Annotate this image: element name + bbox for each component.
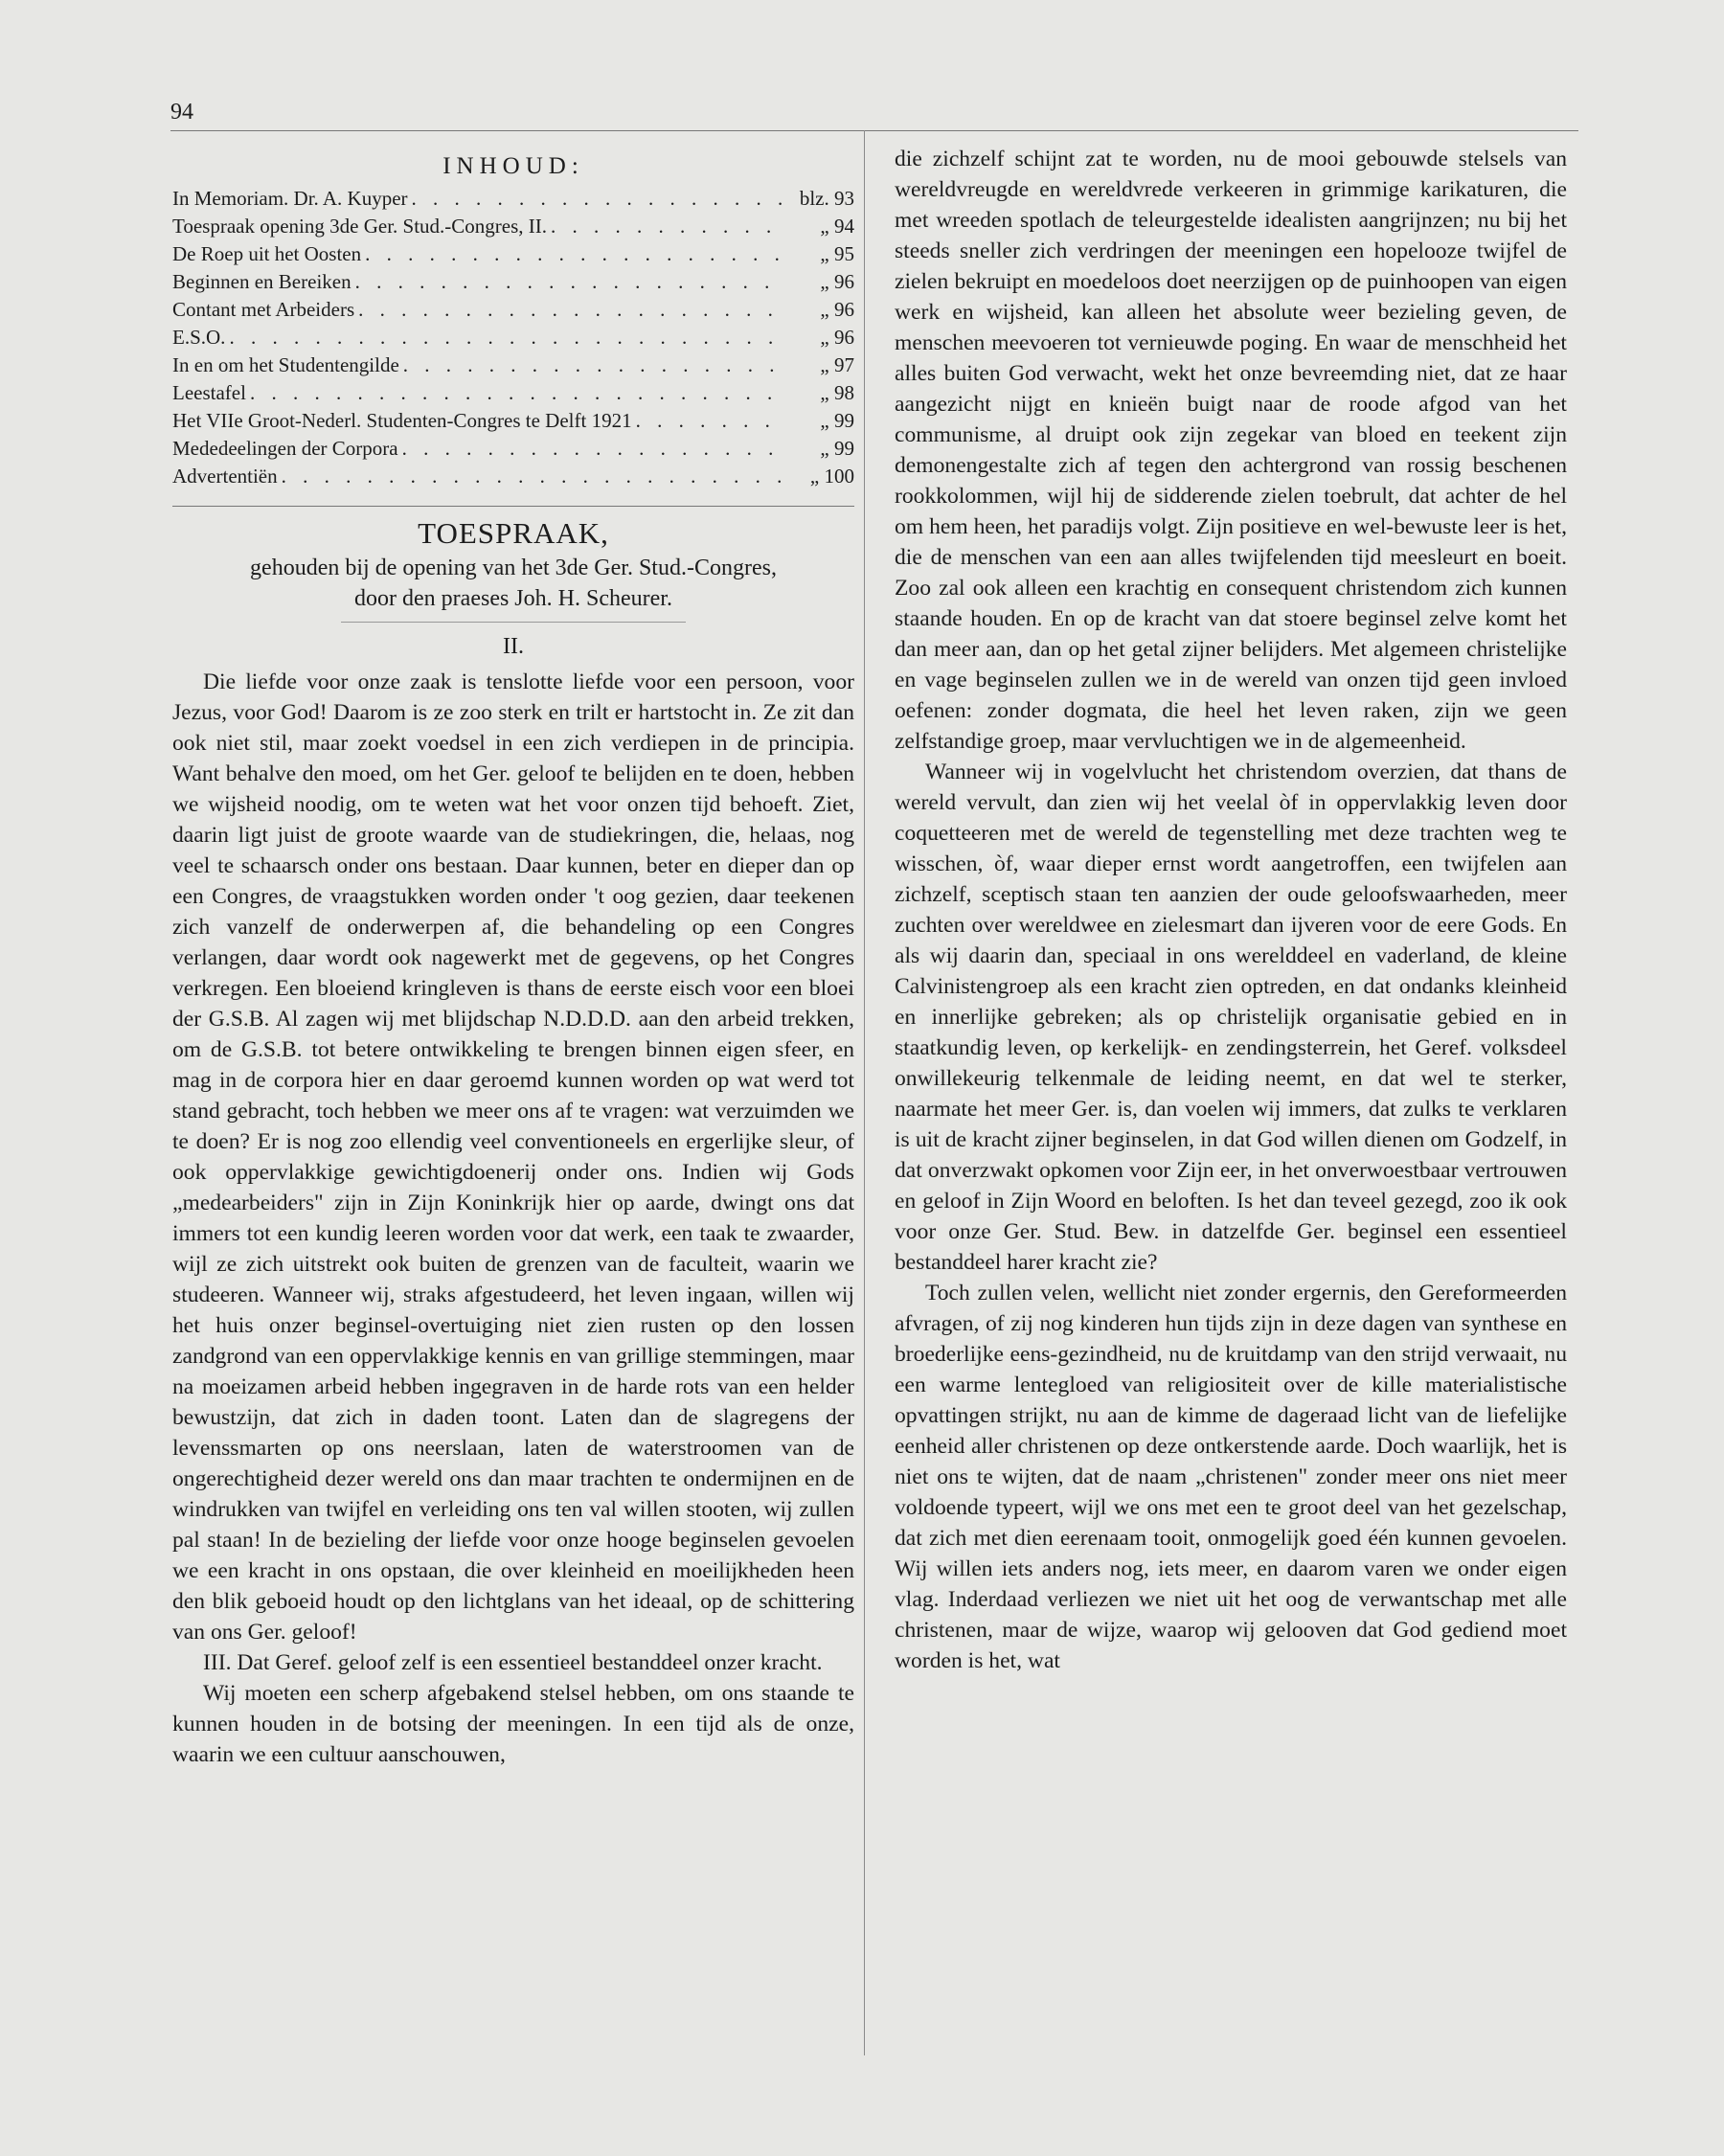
toc-entry-page: „ 95: [820, 242, 854, 265]
toc-entry-page: „ 99: [820, 409, 854, 432]
right-column: [895, 144, 1567, 1676]
table-of-contents: [172, 151, 854, 490]
toc-entry-title: In en om het Studentengilde: [172, 353, 399, 376]
toc-entry-title: Toespraak opening 3de Ger. Stud.-Congres, II.: [172, 215, 548, 238]
paragraph: Toch zullen velen, wellicht niet zonder ergernis, den Gereformeerden afvragen, of zij nog kinderen hun tijds zijn in deze dagen van synthese en broederlijke eens-gezindheid, nu de kruitdamp van den strijd verwaait, nu een warme lentegloed van religiositeit over de kille materialistische opvattingen strijkt, nu aan de kimme de dageraad licht van de liefelijke eenheid aller christenen op deze ontkerstende aarde. Doch waarlijk, het is niet ons te wijten, dat de naam „christenen" zonder meer ons niet meer voldoende typeert, wijl we ons met een te groot deel van het gezelschap, dat zich met dien eerenaam tooit, onmogelijk goed één kunnen gevoelen. Wij willen iets anders nog, iets meer, en daarom varen we onder eigen vlag. Inderdaad verliezen we niet uit het oog de verwantschap met alle christenen, maar de wijze, waarop wij gelooven dat God gediend moet worden is het, wat: [895, 1281, 1567, 1673]
toc-leader-dots: [355, 268, 785, 296]
toc-leader-dots: [551, 213, 785, 240]
toc-entry: [172, 379, 854, 407]
article-subtitle-1: gehouden bij de opening van het 3de Ger. Stud.-Congres,: [250, 556, 777, 580]
toc-leader-dots: [403, 352, 785, 379]
toc-entry-title: Mededeelingen der Corpora: [172, 437, 398, 460]
toc-leader-dots: [229, 324, 785, 352]
toc-leader-dots: [365, 240, 785, 268]
toc-entry: [172, 407, 854, 435]
paragraph: die zichzelf schijnt zat te worden, nu de mooi gebouwde stelsels van wereldvreugde en wereldvrede verkeeren in grimmige karikaturen, die met wreeden spotlach de teleurgestelde idealisten aangrijnzen; nu bij het steeds sneller zich verdringen der meeningen een hopelooze twijfel de zielen bekruipt en moedeloos doet neerzijgen op de puinhoopen van eigen werk en wijsheid, kan alleen het absolute weer bezieling geven, de menschen meevoeren tot vernieuwde poging. En waar de menschheid het alles buiten God verwacht, wekt het onze bevreemding niet, dat ze haar aangezicht nijgt en knieën buigt naar de roode afgod van het communisme, al druipt ook zijn zegekar van bloed en teekent zijn demonengestalte zich af tegen den achtergrond van rossig beschenen rookkolommen, wijl hij de sidderende zielen toebrult, dat achter de hel om hem heen, het paradijs volgt. Zijn positieve en wel-bewuste leer is het, die de menschen van een aan alles twijfelenden tijd meesleurt en boeit. Zoo zal ook alleen een krachtig en consequent christendom zich kunnen staande houden. En op de kracht van dat stoere beginsel zelve komt het dan meer aan, dan op het getal zijner belijders. Met algemeen christelijke en vage beginselen zullen we in de wereld van onzen tijd geen invloed oefenen: zonder dogmata, die heel het leven raken, zijn we geen zelfstandige groep, maar vervluchtigen we in de algemeenheid.: [895, 147, 1567, 754]
toc-entry-title: Het VIIe Groot-Nederl. Studenten-Congres te Delft 1921: [172, 409, 632, 432]
toc-entry-title: Contant met Arbeiders: [172, 298, 355, 321]
toc-entry-page: „ 94: [820, 215, 854, 238]
toc-entry: [172, 352, 854, 379]
toc-leader-dots: [282, 463, 785, 490]
title-divider: [341, 622, 686, 623]
toc-entry-title: In Memoriam. Dr. A. Kuyper: [172, 187, 408, 210]
toc-entry-page: „ 96: [820, 326, 854, 349]
toc-entry: [172, 435, 854, 463]
article-subtitle-2: door den praeses Joh. H. Scheurer.: [354, 586, 672, 611]
top-rule: [170, 130, 1578, 131]
toc-entry-page: „ 96: [820, 270, 854, 293]
toc-entry-title: Leestafel: [172, 381, 246, 404]
toc-leader-dots: [636, 407, 785, 435]
left-column: [172, 151, 854, 1770]
toc-list: [172, 185, 854, 490]
page-number: 94: [170, 100, 193, 125]
toc-entry: [172, 268, 854, 296]
toc-entry: [172, 185, 854, 213]
toc-entry-page: „ 100: [809, 465, 854, 488]
paragraph: Wij moeten een scherp afgebakend stelsel hebben, om ons staande te kunnen houden in de botsing der meeningen. In een tijd als de onze, waarin we een cultuur aanschouwen,: [172, 1681, 854, 1767]
toc-heading: INHOUD:: [442, 153, 584, 179]
paragraph: III. Dat Geref. geloof zelf is een essentieel bestanddeel onzer kracht.: [203, 1650, 823, 1675]
toc-entry-page: „ 99: [820, 437, 854, 460]
toc-leader-dots: [402, 435, 785, 463]
toc-entry: [172, 213, 854, 240]
section-number: II.: [503, 634, 524, 659]
toc-entry-page: „ 96: [820, 298, 854, 321]
toc-leader-dots: [412, 185, 785, 213]
paragraph: Die liefde voor onze zaak is tenslotte liefde voor een persoon, voor Jezus, voor God! Daarom is ze zoo sterk en trilt er hartstocht in. Ze zit dan ook niet stil, maar zoekt voedsel in een zich verdiepen in de principia. Want behalve den moed, om het Ger. geloof te belijden en te doen, hebben we wijsheid noodig, om te weten wat het voor onzen tijd behoeft. Ziet, daarin ligt juist de groote waarde van de studiekringen, die, helaas, nog veel te schaarsch onder ons bestaan. Daar kunnen, beter en dieper dan op een Congres, de vraagstukken worden onder 't oog gezien, daar teekenen zich vanzelf de onderwerpen af, die behandeling op een Congres verlangen, daar wordt ook nagewerkt met de gegevens, op het Congres verkregen. Een bloeiend kringleven is thans de eerste eisch voor een bloei der G.S.B. Al zagen wij met blijdschap N.D.D.D. aan den arbeid trekken, om de G.S.B. tot betere ontwikkeling te brengen binnen eigen sfeer, en mag in de corpora hier en daar geroemd kunnen worden op wat werd tot stand gebracht, toch hebben we meer ons af te vragen: wat verzuimden we te doen? Er is nog zoo ellendig veel conventioneels en ergerlijke sleur, of ook oppervlakkige gewichtigdoenerij onder ons. Indien wij Gods „medearbeiders" zijn in Zijn Koninkrijk hier op aarde, dwingt ons dat immers tot een kundig leeren worden voor dat werk, een taak te zwaarder, wijl ze zich uitstrekt ook buiten de grenzen van de faculteit, waarin we studeeren. Wanneer wij, straks afgestudeerd, het leven ingaan, willen wij het huis onzer beginsel-overtuiging niet zien rusten op den lossen zandgrond van een oppervlakkige kennis en van grillige stemmingen, maar na moeizamen arbeid hebben ingegraven in de harde rots van een helder bewustzijn, dat zich in daden toont. Laten dan de slagregens der levenssmarten op ons neerslaan, laten de waterstroomen van de ongerechtigheid dezer wereld ons dan maar trachten te ondermijnen en de windrukken van twijfel en verleiding ons ten val willen stooten, wij zullen pal staan! In de bezieling der liefde voor onze hooge beginselen gevoelen we een kracht in ons opstaan, die over kleinheid en moeilijkheden heen den blik geboeid houdt op den lichtglans van het ideaal, op de schittering van ons Ger. geloof!: [172, 669, 854, 1645]
toc-entry-title: De Roep uit het Oosten: [172, 242, 362, 265]
toc-entry-title: Beginnen en Bereiken: [172, 270, 352, 293]
toc-entry: [172, 296, 854, 324]
toc-entry: [172, 463, 854, 490]
toc-leader-dots: [358, 296, 785, 324]
right-body-text: [895, 144, 1567, 1676]
toc-entry-page: „ 97: [820, 353, 854, 376]
toc-entry-page: blz. 93: [799, 187, 854, 210]
column-divider: [864, 130, 865, 2055]
toc-leader-dots: [250, 379, 785, 407]
left-body-text: [172, 667, 854, 1770]
toc-rule: [172, 506, 854, 507]
toc-entry: [172, 324, 854, 352]
toc-entry-page: „ 98: [820, 381, 854, 404]
toc-entry: [172, 240, 854, 268]
paragraph: Wanneer wij in vogelvlucht het christendom overzien, dat thans de wereld vervult, dan zien wij het veelal òf in oppervlakkig leven door coquetteeren met de wereld de tegenstelling met deze trachten weg te wisschen, òf, waar dieper ernst wordt aangetroffen, een twijfelen aan zichzelf, sceptisch staan ten aanzien der oude geloofswaarheden, meer zuchten over wereldwee en zielesmart dan ijveren voor de eere Gods. En als wij daarin dan, speciaal in ons werelddeel en vaderland, de kleine Calvinistengroep als een kracht zien optreden, en dat ondanks kleinheid en innerlijke gebreken; als op christelijk organisatie gebied en in staatkundig leven, op kerkelijk- en zendingsterrein, het Geref. volksdeel onwillekeurig telkenmale de leiding neemt, en dat wel te sterker, naarmate het meer Ger. is, dan voelen wij immers, dat zulks te verklaren is uit de kracht zijner beginselen, in dat God willen dienen om Godzelf, in dat onverzwakt opkomen voor Zijn eer, in het onverwoestbaar vertrouwen en geloof in Zijn Woord en beloften. Is het dan teveel gezegd, zoo ik ook voor onze Ger. Stud. Bew. in datzelfde Ger. beginsel een essentieel bestanddeel harer kracht zie?: [895, 760, 1567, 1275]
toc-entry-title: Advertentiën: [172, 465, 278, 488]
toc-entry-title: E.S.O.: [172, 326, 226, 349]
article-title: TOESPRAAK,: [418, 516, 609, 550]
